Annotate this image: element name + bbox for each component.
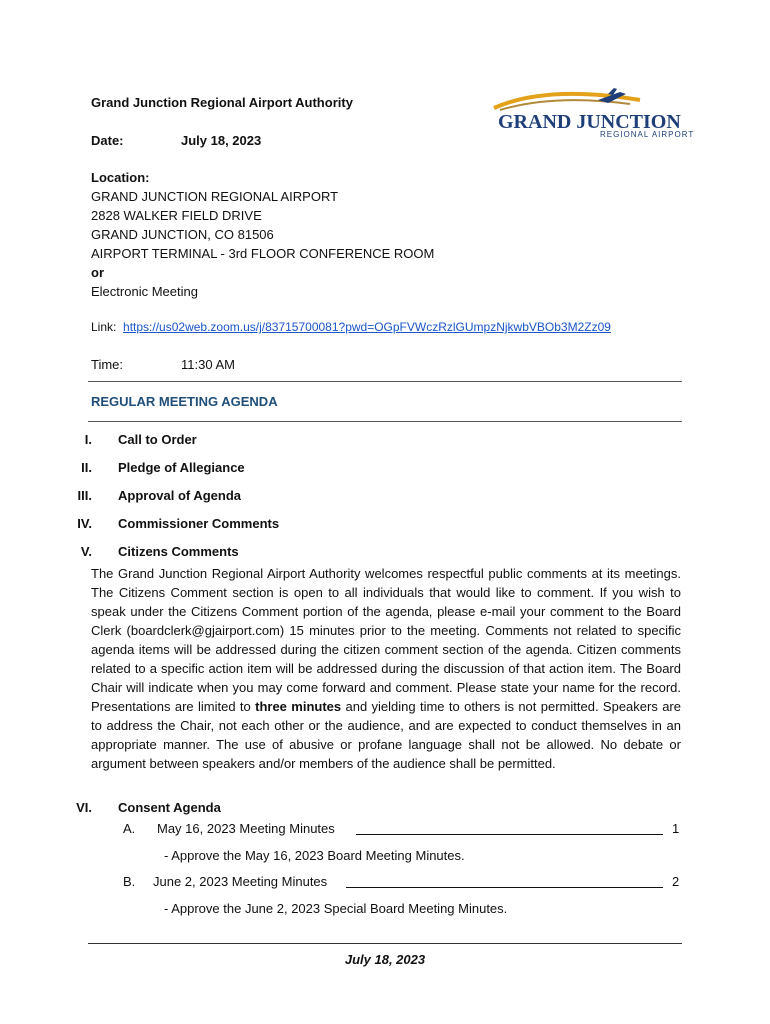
location-block [91, 168, 434, 301]
date-value: July 18, 2023 [181, 133, 262, 148]
org-name: Grand Junction Regional Airport Authority [91, 95, 353, 110]
item-title: Consent Agenda [118, 800, 221, 815]
logo-line2: REGIONAL AIRPORT [600, 130, 695, 139]
item-title: Pledge of Allegiance [118, 460, 245, 475]
logo-line1: GRAND JUNCTION [498, 111, 681, 133]
consent-title: May 16, 2023 Meeting Minutes [157, 821, 335, 836]
airport-logo-graphic [490, 86, 700, 140]
item-number: I. [84, 432, 92, 447]
consent-letter: A. [123, 821, 136, 836]
item-number: IV. [77, 516, 92, 531]
citizens-text-emphasis: three minutes [255, 699, 342, 714]
location-line: 2828 WALKER FIELD DRIVE [91, 208, 262, 223]
agenda-heading: REGULAR MEETING AGENDA [91, 394, 278, 409]
location-line: GRAND JUNCTION, CO 81506 [91, 227, 274, 242]
time-label: Time: [91, 357, 124, 372]
leader-line [356, 834, 663, 835]
consent-note: - Approve the May 16, 2023 Board Meeting Minutes. [164, 848, 465, 863]
divider [88, 381, 682, 382]
footer-date: July 18, 2023 [344, 952, 426, 967]
item-title: Citizens Comments [118, 544, 239, 559]
citizens-text-part: The Grand Junction Regional Airport Authority welcomes respectful public comments at its meetings. The Citizens Comment section is open to all individuals that would like to comment. If you wish to speak under the Citizens Comment portion of the agenda, please e-mail your comment to the Board Clerk (boardclerk@gjairport.com) 15 minutes prior to the meeting. Comments not related to specific agenda items will be addressed during the citizen comment section of the agenda. Citizen comments related to a specific action item will be addressed during the discussion of that action item. The Board Chair will indicate when you may come forward and comment. Please state your name for the record. Presentations are limited to [91, 566, 681, 714]
item-title: Call to Order [118, 432, 197, 447]
consent-note: - Approve the June 2, 2023 Special Board Meeting Minutes. [164, 901, 508, 916]
item-number: VI. [76, 800, 92, 815]
location-alt: Electronic Meeting [91, 284, 198, 299]
consent-page: 2 [672, 874, 680, 889]
consent-letter: B. [123, 874, 136, 889]
citizens-text-part: and yielding time to others is not permitted. Speakers are to address the Chair, not each other or the audience, and are expected to conduct themselves in an appropriate manner. The use of abusive or profane language shall not be allowed. No debate or argument between speakers and/or members of the audience shall be permitted. [91, 699, 681, 771]
item-number: III. [77, 488, 92, 503]
zoom-link[interactable]: https://us02web.zoom.us/j/83715700081?pwd=OGpFVWczRzlGUmpzNjkwbVBOb3M2Zz09 [123, 320, 611, 334]
item-title: Commissioner Comments [118, 516, 280, 531]
item-number: II. [81, 460, 92, 475]
consent-page: 1 [672, 821, 680, 836]
location-or: or [91, 265, 104, 280]
airport-logo [490, 86, 700, 140]
time-value: 11:30 AM [181, 357, 235, 372]
location-line: AIRPORT TERMINAL - 3rd FLOOR CONFERENCE ROOM [91, 246, 435, 261]
date-label: Date: [91, 133, 124, 148]
citizens-comments-text [91, 564, 681, 773]
location-label: Location: [91, 170, 150, 185]
item-number: V. [80, 544, 92, 559]
link-label: Link: [91, 320, 117, 334]
zoom-link-row [91, 320, 611, 334]
item-title: Approval of Agenda [118, 488, 242, 503]
divider [88, 421, 682, 422]
location-line: GRAND JUNCTION REGIONAL AIRPORT [91, 189, 339, 204]
consent-title: June 2, 2023 Meeting Minutes [153, 874, 328, 889]
footer-divider [88, 943, 682, 944]
leader-line [346, 887, 663, 888]
